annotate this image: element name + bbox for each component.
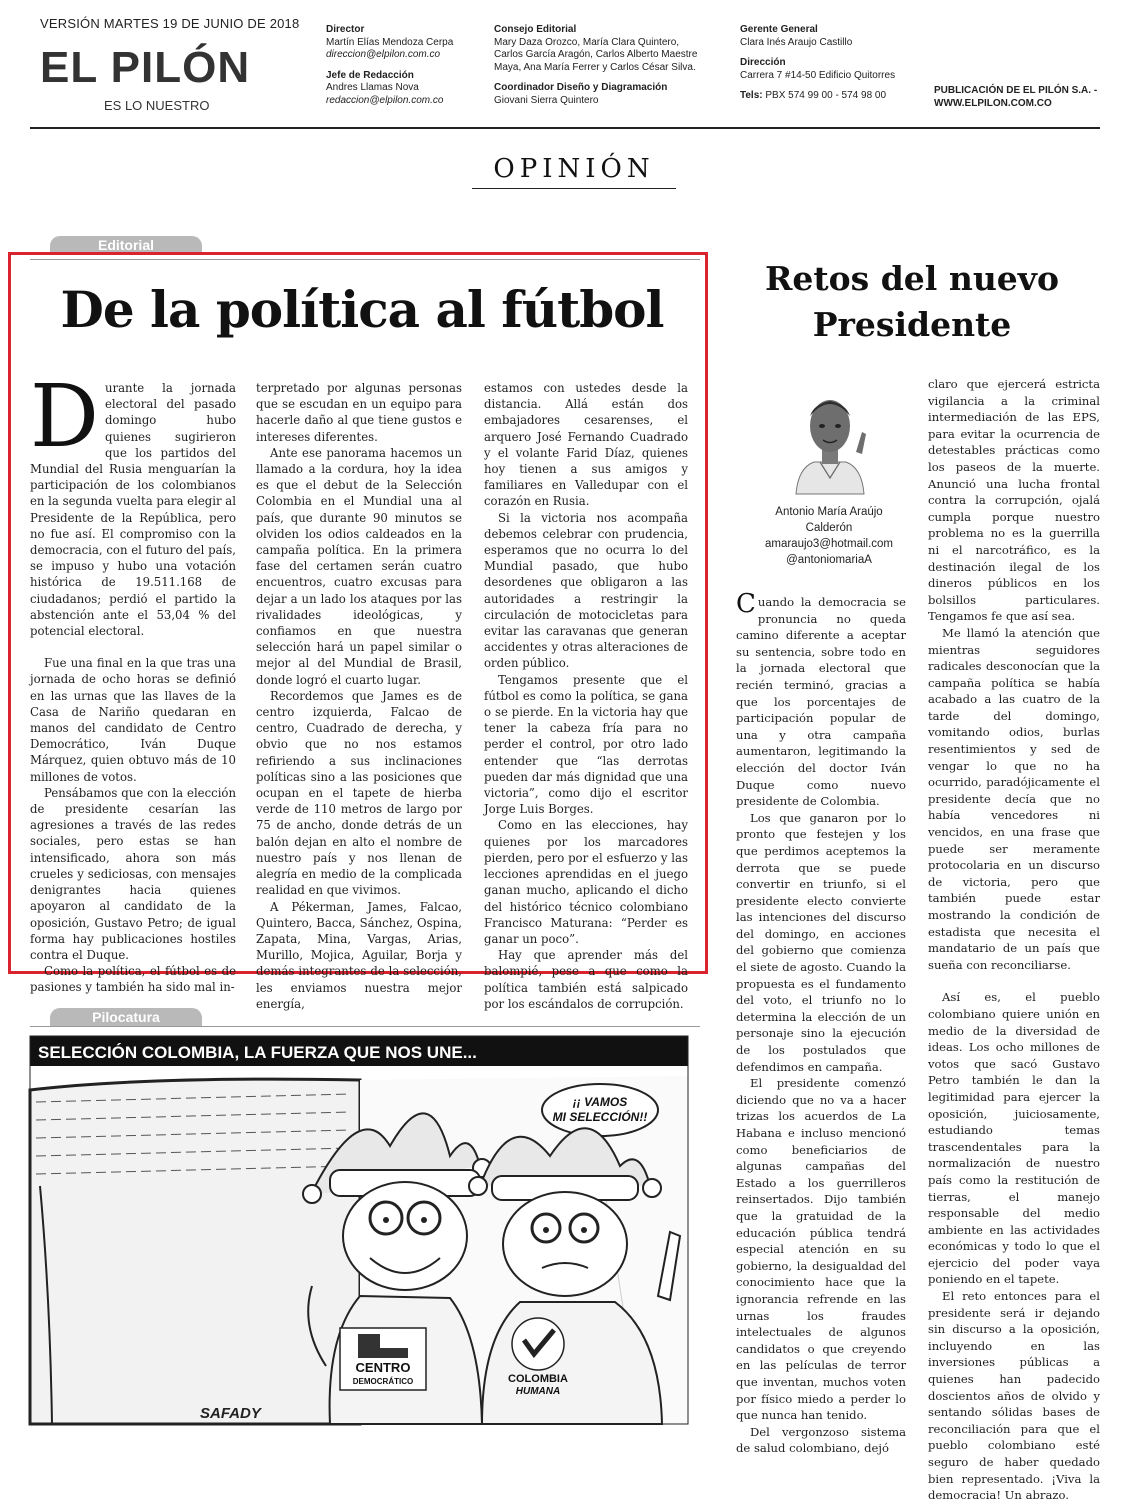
consejo-line: Carlos García Aragón, Carlos Alberto Maestre — [494, 49, 698, 60]
editorial-paragraph: Como en las elecciones, hay quienes por los marcadores pierden, pero por el esfuerzo y las lecciones aprendidas en el juego ganan mucho, aplicando el dicho del histórico técnico colombiano Francisco Maturana: “Perder es ganar un poco”. — [484, 818, 688, 946]
direccion-label: Dirección — [740, 57, 786, 68]
masthead-director-block — [326, 24, 486, 107]
consejo-line: Mary Daza Orozco, María Clara Quintero, — [494, 36, 680, 48]
cartoonist-signature: SAFADY — [200, 1405, 261, 1422]
editorial-tab: Editorial — [50, 236, 202, 254]
newspaper-logo: EL PILÓN — [40, 43, 251, 92]
cartoon-speech-text: ¡¡ VAMOS — [572, 1095, 628, 1109]
editorial-paragraph: terpretado por algunas personas que se escudan en un equipo para hacerle daño al que tiene gustos e intereses diferentes. — [256, 381, 462, 444]
editorial-paragraph: Fue una final en la que tras una jornada de ocho horas se definió en las urnas que las llaves de la Casa de Nariño quedaran en manos del candidato de Centro Democrático, Iván Duque Márquez, quien obtuvo más de 10 millones de votos. — [30, 656, 236, 784]
author-name: Calderón — [805, 522, 853, 534]
opinion-paragraph: claro que ejercerá estricta vigilancia a la criminal intermediación de las EPS, para evitar la ocurrencia de detestables prácticas como los paseos de la muerte. Anunció una lucha frontal contra la corrupción, ojalá cumpla porque nuestro problema no es la guerrilla ni el narcotráfico, es la destinación ilegal de los dineros públicos en los bolsillos particulares. Tengamos fe que así sea. — [928, 377, 1100, 624]
coordinador-name: Giovani Sierra Quintero — [494, 94, 599, 106]
director-name: Martín Elías Mendoza Cerpa — [326, 36, 454, 48]
opinion-column-a — [736, 589, 906, 1457]
director-email: direccion@elpilon.com.co — [326, 49, 441, 60]
cartoon-logo-right-text: COLOMBIA — [508, 1373, 568, 1385]
cartoon-illustration — [30, 1036, 688, 1424]
cartoon-banner-text: SELECCIÓN COLOMBIA, LA FUERZA QUE NOS UNE... — [38, 1043, 477, 1062]
direccion-value: Carrera 7 #14-50 Edificio Quitorres — [740, 69, 896, 81]
opinion-column-b — [928, 376, 1100, 1504]
author-byline — [740, 504, 918, 568]
consejo-label: Consejo Editorial — [494, 24, 577, 35]
consejo-line: Maya, Ana María Ferrer y Carlos César Silva. — [494, 61, 696, 73]
jefe-label: Jefe de Redacción — [326, 69, 414, 81]
opinion-paragraph: Del vergonzoso sistema de salud colombiano, dejó — [736, 1424, 906, 1456]
director-label: Director — [326, 24, 365, 35]
editorial-paragraph: Pensábamos que con la elección de presidente cesarían las agresiones a través de las redes sociales, pero estas se han intensificado, ahora son más crueles y sediciosas, con mensajes denigrantes hacia quienes apoyaron al candidato de la oposición, Gustavo Petro; de igual forma hay publicaciones hostiles contra el Duque. — [30, 785, 236, 962]
opinion-paragraph: uando la democracia se pronuncia no queda camino diferente a aceptar su sentencia, sobre todo en la jornada electoral que recién terminó, gracias a que los porcentajes de participación popular de una y otra campaña aumentaron, legitimando la elección del doctor Iván Duque como nuevo presidente de Colombia. — [736, 595, 906, 809]
author-name: Antonio María Araújo — [775, 506, 883, 518]
editorial-paragraph: urante la jornada electoral del pasado domingo hubo quienes sugirieron que los partidos del Mundial del Rusia menguarían la participación de los colombianos en la segunda vuelta para elegir al Presidente de la República, pero no fue así. El compromiso con la democracia, con el futuro del país, se impuso y hubo una votación histórica de 19.511.168 de ciudadanos; perdió el partido la abstención ante el 53,04 % del potencial electoral. — [30, 381, 236, 639]
editorial-paragraph: Hay que aprender más del balompié, pese a que como la política también está salpicado por los escándalos de corrupción. — [484, 948, 688, 1011]
editorial-paragraph: Recordemos que James es de centro izquierda, Falcao de centro, Cuadrado de derecha, y obvio que no nos estamos refiriendo a sus inclinaciones políticas sino a las posiciones que ocupan en el tapete de hierba verde de 110 metros de largo por 75 de ancho, donde detrás de un balón dejan en alto el nombre de nuestro país y nos llenan de alegría en medio de la complicada realidad en que vivimos. — [256, 688, 462, 898]
cartoon-logo-left-text: DEMOCRÁTICO — [352, 1377, 414, 1386]
cartoon-logo-right-text: HUMANA — [515, 1386, 561, 1397]
tels-label: Tels: — [740, 90, 763, 101]
jefe-name: Andres Llamas Nova — [326, 82, 419, 93]
editorial-column-1 — [30, 367, 236, 996]
editorial-column-2 — [256, 380, 462, 1012]
jefe-email: redaccion@elpilon.com.co — [326, 94, 444, 106]
editorial-paragraph: Ante ese panorama hacemos un llamado a la cordura, hoy la idea es que el debut de la Selección Colombia en el Mundial una al país, que durante 90 minutos se olviden los odios caldeados en la campaña política. En la primera fase del certamen serán cuatro encuentros, cuatro excusas para dejar a un lado los ataques por las rivalidades ideológicas, y confiamos en que nuestra selección hará un papel similar o mejor al del Mundial de Brasil, donde logró el cuarto lugar. — [256, 445, 462, 687]
editorial-paragraph: Si la victoria nos acompaña debemos celebrar con prudencia, esperamos que no ocurra lo del Mundial pasado, que hubo desordenes que obligaron a las autoridades a restringir la circulación de motocicletas para evitar las caravanas que generan accidentes y otras alteraciones de orden público. — [484, 510, 688, 671]
editorial-dropcap: D — [30, 367, 99, 467]
pilocatura-tab: Pilocatura — [50, 1008, 202, 1026]
gerente-name: Clara Inés Araujo Castillo — [740, 36, 853, 48]
tels-value: PBX 574 99 00 - 574 98 00 — [765, 90, 887, 101]
editorial-paragraph: Tengamos presente que el fútbol es como la política, se gana o se pierde. En la victoria hay que tener la cabeza fría para no perder el control, por otro lado entender que “las derrotas pueden dar más dignidad que una victoria”, como dijo el escritor Jorge Luis Borges. — [484, 672, 688, 817]
section-title: OPINIÓN — [493, 154, 655, 184]
publisher-block — [934, 84, 1097, 110]
cartoon-speech-text: MI SELECCIÓN!! — [552, 1110, 648, 1124]
masthead-divider — [30, 127, 1100, 129]
section-title-underline — [472, 188, 676, 189]
opinion-dropcap: C — [736, 589, 756, 619]
editorial-column-3 — [484, 380, 688, 1012]
publisher-name: PUBLICACIÓN DE EL PILÓN S.A. - — [934, 85, 1098, 96]
author-email[interactable]: amaraujo3@hotmail.com — [764, 538, 893, 550]
newspaper-slogan: ES LO NUESTRO — [104, 98, 210, 113]
masthead-consejo-block — [494, 24, 724, 107]
edition-date: VERSIÓN MARTES 19 DE JUNIO DE 2018 — [40, 16, 300, 31]
author-photo — [790, 384, 870, 494]
opinion-paragraph: Así es, el pueblo colombiano quiere unión en medio de la diversidad de ideas. Los ocho millones de votos que sacó Gustavo Petro también le dan la legitimidad para ejercer la oposición, juiciosamente, estudiando temas trascendentales para la normalización de nuestro país como la restitución de tierras, el manejo responsable del medio ambiente en las actividades económicas y todo lo que el ejercicio del poder vaya poniendo en el tapete. — [928, 990, 1100, 1287]
opinion-paragraph: Me llamó la atención que mientras seguidores radicales desconocían que la campaña política se había acabado a las cuatro de la tarde del domingo, vomitando odios, burlas resentimientos y sed de vengar lo que no ha ocurrido, paradójicamente el presidente decía que no había vencedores ni vencidos, en una frase que puede ser meramente protocolaria en un discurso de victoria, pero que también puede estar mostrando la condición de estadista que necesita el mandatario de un país que sueña con reconciliarse. — [928, 625, 1100, 972]
publisher-url[interactable]: WWW.ELPILON.COM.CO — [934, 98, 1052, 109]
editorial-headline: De la política al fútbol — [60, 280, 664, 339]
gerente-label: Gerente General — [740, 24, 818, 35]
opinion-paragraph: Los que ganaron por lo pronto que festejen y los que perdimos aceptemos la derrota que se puede convertir en triunfo, si el presidente electo convierte las intenciones del discurso del domingo, en acciones del gobierno que comienza el siete de agosto. Cuando la propuesta es el fundamento del voto, el triunfo no lo determina la elección de un personaje sino la ejecución de los postulados que defendimos en campaña. — [736, 810, 906, 1074]
cartoon-logo-left-text: CENTRO — [355, 1360, 411, 1375]
editorial-paragraph: Como la política, el fútbol es de pasiones y también ha sido mal in- — [30, 964, 236, 995]
masthead-gerente-block — [740, 24, 940, 103]
opinion-paragraph: El reto entonces para el presidente será ir dejando sin discurso a la oposición, incluyendo en las inversiones públicas a quienes han padecido doscientos años de olvido y sentando sólidas bases de reconciliación para que el pueblo colombiano esté seguro de haber quedado bien representado. ¡Viva la democracia! Un abrazo. — [928, 1289, 1100, 1503]
author-handle[interactable]: @antoniomariaA — [786, 554, 872, 566]
editorial-paragraph: estamos con ustedes desde la distancia. Allá están dos embajadores cesarenses, el arquero José Fernando Cuadrado y el volante Farid Díaz, quienes hoy tienen a sus amigos y familiares en Valledupar con el corazón en Rusia. — [484, 381, 688, 509]
pilocatura-tab-rule — [30, 1026, 700, 1027]
editorial-paragraph: A Pékerman, James, Falcao, Quintero, Bacca, Sánchez, Ospina, Zapata, Mina, Vargas, Arias, Murillo, Mojica, Aguilar, Borja y demás integrantes de la selección, les enviamos nuestra mejor energía, — [256, 899, 462, 1011]
coordinador-label: Coordinador Diseño y Diagramación — [494, 82, 668, 93]
opinion-headline: Retos del nuevo Presidente — [764, 259, 1059, 344]
opinion-paragraph: El presidente comenzó diciendo que no va a hacer trizas los acuerdos de La Habana e incluso mencionó como beneficiarios de algunas campañas del Estado a los guerrilleros reinsertados. Dijo también que la gratuidad de la educación pública tendrá especial atención en su gobierno, la desigualdad del conocimiento hace que la ignorancia refrende en las urnas los fraudes intelectuales de algunos candidatos o que creyendo en las películas de terror que inventan, muchos voten por físico miedo a perder lo que nunca han tenido. — [736, 1076, 906, 1423]
